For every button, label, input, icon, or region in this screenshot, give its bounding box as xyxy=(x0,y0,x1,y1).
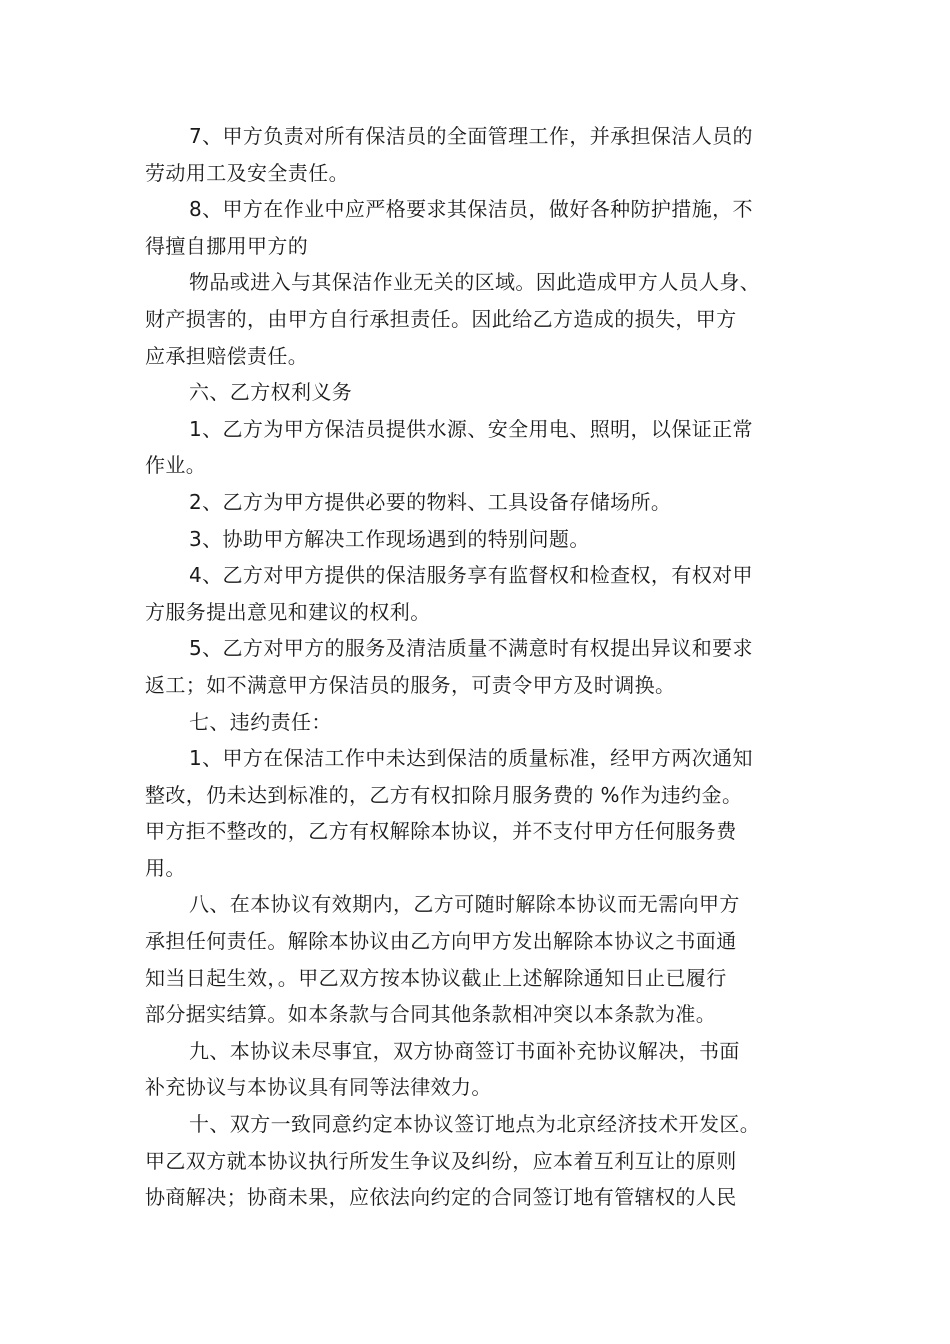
text-line: 方服务提出意见和建议的权利。 xyxy=(145,599,431,624)
text-line: 知当日起生效，。甲乙双方按本协议截止上述解除通知日止已履行 xyxy=(145,965,727,990)
text-line: 5、乙方对甲方的服务及清洁质量不满意时有权提出异议和要求 xyxy=(189,636,753,661)
text-line: 物品或进入与其保洁作业无关的区域。因此造成甲方人员人身、 xyxy=(189,270,761,295)
text-line: 财产损害的，由甲方自行承担责任。因此给乙方造成的损失，甲方 xyxy=(145,306,737,331)
section-heading: 六、乙方权利义务 xyxy=(189,380,353,405)
text-line: 用。 xyxy=(145,855,186,880)
section-heading: 七、违约责任： xyxy=(189,709,332,734)
text-line: 得擅自挪用甲方的 xyxy=(145,233,309,258)
text-line: 十、双方一致同意约定本协议签订地点为北京经济技术开发区。 xyxy=(189,1112,761,1137)
text-line: 8、甲方在作业中应严格要求其保洁员，做好各种防护措施，不 xyxy=(189,197,753,222)
text-line: 1、乙方为甲方保洁员提供水源、安全用电、照明，以保证正常 xyxy=(189,416,753,441)
text-line: 九、本协议未尽事宜，双方协商签订书面补充协议解决，书面 xyxy=(189,1038,740,1063)
text-line: 2、乙方为甲方提供必要的物料、工具设备存储场所。 xyxy=(189,489,672,514)
text-line: 补充协议与本协议具有同等法律效力。 xyxy=(145,1075,492,1100)
contract-body xyxy=(145,118,810,1216)
text-line: 承担任何责任。解除本协议由乙方向甲方发出解除本协议之书面通 xyxy=(145,929,737,954)
text-line: 甲方拒不整改的，乙方有权解除本协议，并不支付甲方任何服务费 xyxy=(145,819,737,844)
text-line: 7、甲方负责对所有保洁员的全面管理工作，并承担保洁人员的 xyxy=(189,124,753,148)
text-line: 甲乙双方就本协议执行所发生争议及纠纷，应本着互利互让的原则 xyxy=(145,1148,737,1173)
text-line: 1、甲方在保洁工作中未达到保洁的质量标准，经甲方两次通知 xyxy=(189,746,753,771)
text-line: 返工；如不满意甲方保洁员的服务，可责令甲方及时调换。 xyxy=(145,672,676,697)
text-line: 协商解决；协商未果，应依法向约定的合同签订地有管辖权的人民 xyxy=(145,1185,737,1210)
text-line: 作业。 xyxy=(145,453,207,478)
text-line: 部分据实结算。如本条款与合同其他条款相冲突以本条款为准。 xyxy=(145,1002,717,1027)
text-line: 3、协助甲方解决工作现场遇到的特别问题。 xyxy=(189,526,590,551)
text-line: 整改，仍未达到标准的，乙方有权扣除月服务费的 %作为违约金。 xyxy=(145,782,743,807)
text-line: 应承担赔偿责任。 xyxy=(145,343,309,368)
text-line: 八、在本协议有效期内，乙方可随时解除本协议而无需向甲方 xyxy=(189,892,740,917)
text-line: 劳动用工及安全责任。 xyxy=(145,160,349,185)
text-line: 4、乙方对甲方提供的保洁服务享有监督权和检查权，有权对甲 xyxy=(189,563,753,588)
